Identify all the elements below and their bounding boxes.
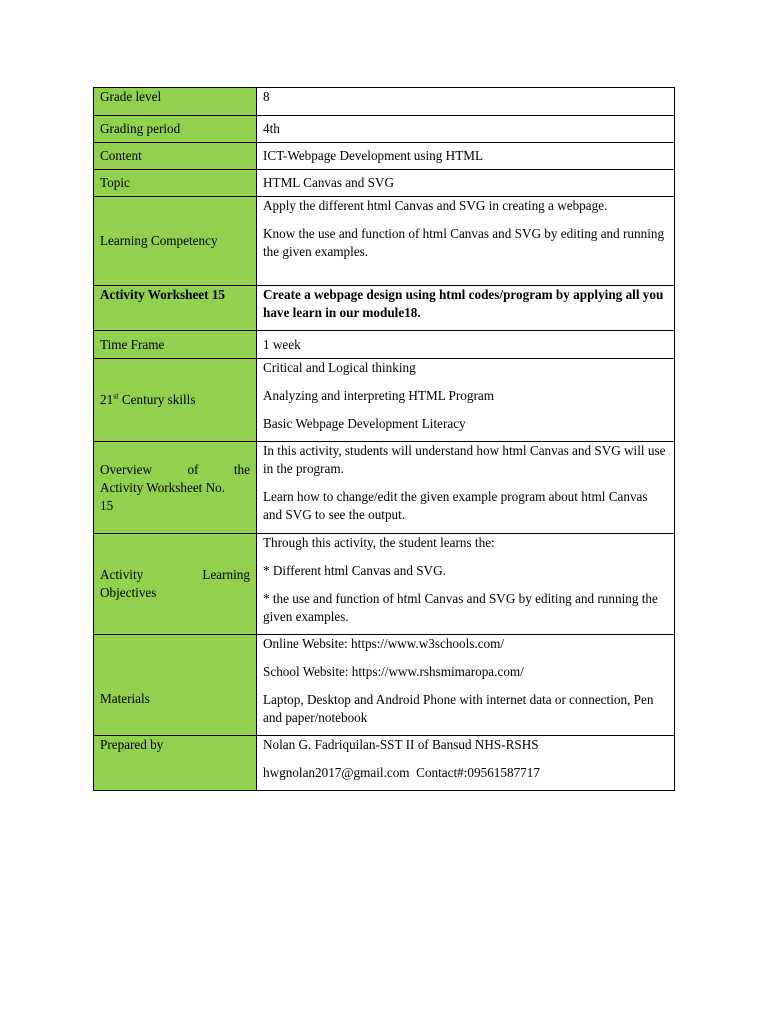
label-text: Grading period [100, 121, 181, 136]
value-text: Know the use and function of html Canvas and SVG by editing and running the given examples. [263, 226, 665, 259]
value-content [257, 143, 675, 170]
value-overview [257, 442, 675, 534]
label-learning-objectives [94, 534, 257, 635]
value-time-frame [257, 331, 675, 359]
label-text: Learning Competency [100, 233, 218, 248]
value-text: 1 week [263, 336, 301, 352]
label-activity-worksheet [94, 286, 257, 331]
row-prepared-by [94, 736, 675, 791]
value-text: Online Website: https://www.w3schools.com/ [263, 636, 505, 651]
value-text: HTML Canvas and SVG [263, 175, 395, 190]
label-text: Activity Worksheet 15 [100, 287, 226, 302]
label-text: Content [100, 148, 142, 163]
value-text: 8 [263, 89, 270, 104]
row-time-frame [94, 331, 675, 359]
label-text: Grade level [100, 89, 162, 104]
worksheet-info-table [93, 87, 675, 791]
label-time-frame [94, 331, 257, 359]
label-superscript: st [113, 391, 119, 401]
label-text: Activity Learning Objectives [100, 567, 250, 600]
value-topic [257, 170, 675, 197]
label-overview [94, 442, 257, 534]
label-topic [94, 170, 257, 197]
value-activity-worksheet [257, 286, 675, 331]
value-text: ICT-Webpage Development using HTML [263, 148, 484, 163]
label-prefix: 21 [100, 392, 114, 407]
value-text: hwgnolan2017@gmail.com Contact#:09561587717 [263, 765, 540, 780]
label-learning-competency [94, 197, 257, 286]
value-text: Critical and Logical thinking [263, 360, 416, 375]
value-text: Analyzing and interpreting HTML Program [263, 388, 494, 403]
label-text: Materials [100, 691, 150, 706]
value-learning-competency [257, 197, 675, 286]
label-grade-level [94, 88, 257, 116]
value-text: 4th [263, 121, 280, 136]
row-activity-worksheet [94, 286, 675, 331]
row-overview [94, 442, 675, 534]
value-prepared-by [257, 736, 675, 791]
label-century-skills [94, 359, 257, 442]
label-grading-period [94, 116, 257, 143]
value-text: * Different html Canvas and SVG. [263, 563, 446, 578]
row-grade-level [94, 88, 675, 116]
value-text: Laptop, Desktop and Android Phone with internet data or connection, Pen and paper/notebook [263, 692, 654, 725]
value-text: School Website: https://www.rshsmimaropa.com/ [263, 664, 524, 679]
row-grading-period [94, 116, 675, 143]
row-century-skills [94, 359, 675, 442]
value-text: Apply the different html Canvas and SVG in creating a webpage. [263, 198, 608, 213]
value-text: Create a webpage design using html codes/program by applying all you have learn in our module18. [263, 287, 664, 320]
value-learning-objectives [257, 534, 675, 635]
label-text: Prepared by [100, 737, 164, 752]
value-text: In this activity, students will understand how html Canvas and SVG will use in the program. [263, 443, 666, 476]
label-prepared-by [94, 736, 257, 791]
value-grading-period [257, 116, 675, 143]
label-materials [94, 635, 257, 736]
label-content [94, 143, 257, 170]
value-text: Learn how to change/edit the given example program about html Canvas and SVG to see the output. [263, 489, 648, 522]
value-grade-level [257, 88, 675, 116]
value-century-skills [257, 359, 675, 442]
row-content [94, 143, 675, 170]
label-text: Time Frame [100, 336, 165, 352]
value-text: * the use and function of html Canvas and SVG by editing and running the given examples. [263, 591, 658, 624]
value-text: Basic Webpage Development Literacy [263, 416, 466, 431]
value-text: Through this activity, the student learns the: [263, 535, 495, 550]
label-text: Topic [100, 175, 130, 190]
row-learning-competency [94, 197, 675, 286]
row-topic [94, 170, 675, 197]
value-materials [257, 635, 675, 736]
label-text [100, 391, 250, 409]
label-text: Overview of the Activity Worksheet No. 15 [100, 461, 250, 513]
label-suffix: Century skills [118, 392, 196, 407]
value-text: Nolan G. Fadriquilan-SST II of Bansud NHS-RSHS [263, 737, 539, 752]
row-learning-objectives [94, 534, 675, 635]
row-materials [94, 635, 675, 736]
